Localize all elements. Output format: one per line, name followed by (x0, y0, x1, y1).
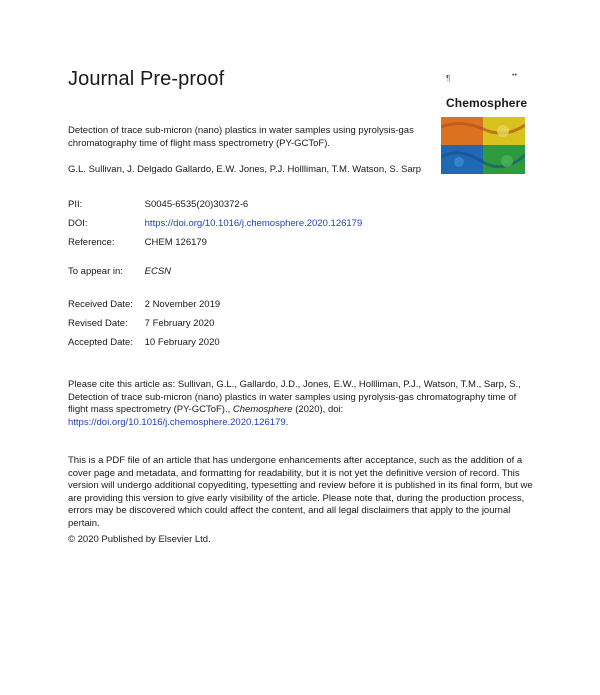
citation-journal: Chemosphere (232, 404, 293, 415)
citation-doi-link[interactable]: https://doi.org/10.1016/j.chemosphere.2020.126179 (68, 416, 286, 428)
revised-row (68, 318, 214, 329)
revised-label: Revised Date: (68, 318, 128, 329)
journal-name: Chemosphere (446, 96, 528, 110)
appear-row (68, 266, 171, 277)
doi-row (68, 218, 362, 229)
publisher-mark-left: ¶ (446, 74, 451, 83)
article-title: Detection of trace sub-micron (nano) plastics in water samples using pyrolysis-gas chromatography time of flight mass spectrometry (PY-GCToF). (68, 125, 414, 149)
received-row (68, 299, 220, 310)
preproof-notice: This is a PDF file of an article that has undergone enhancements after acceptance, such as the addition of a cover page and metadata, and formatting for readability, but it is not yet the definitive version of record. This version will undergo additional copyediting, typesetting and review before it is published in its final form, but we are providing this version to give early visibility of the article. Please note that, during the production process, errors may be discovered which could affect the content, and all legal disclaimers that apply to the journal pertain. (68, 455, 533, 529)
accepted-label: Accepted Date: (68, 337, 133, 348)
citation-paragraph (68, 379, 538, 429)
author-list: G.L. Sullivan, J. Delgado Gallardo, E.W. Jones, P.J. Hollliman, T.M. Watson, S. Sarp (68, 164, 422, 175)
reference-row (68, 237, 207, 248)
doi-label: DOI: (68, 218, 88, 229)
appear-value: ECSN (144, 266, 172, 277)
reference-value: CHEM 126179 (144, 237, 207, 248)
citation-end: . (285, 416, 289, 428)
received-value: 2 November 2019 (144, 299, 221, 310)
revised-value: 7 February 2020 (144, 318, 215, 329)
page-title: Journal Pre-proof (68, 68, 225, 90)
cover-art-icon (441, 117, 525, 174)
accepted-value: 10 February 2020 (144, 337, 220, 348)
pii-row (68, 199, 248, 210)
pii-value: S0045-6535(20)30372-6 (144, 199, 249, 210)
doi-link[interactable]: https://doi.org/10.1016/j.chemosphere.2020.126179 (144, 218, 363, 229)
reference-label: Reference: (68, 237, 115, 248)
citation-year: (2020), doi: (292, 404, 344, 415)
citation-text: Please cite this article as: Sullivan, G.L., Gallardo, J.D., Jones, E.W., Hollliman, P.J., Watson, T.M., Sarp, S., Detection of trace sub-micron (nano) plastics in water samples using pyrolysis-gas chromatography time of flight mass spectrometry (PY-GCToF)., (68, 379, 521, 415)
pii-label: PII: (68, 199, 83, 210)
received-label: Received Date: (68, 299, 133, 310)
journal-cover-image (441, 117, 525, 174)
accepted-row (68, 337, 220, 348)
publisher-mark-right: •• (512, 72, 517, 79)
appear-label: To appear in: (68, 266, 123, 277)
copyright-line: © 2020 Published by Elsevier Ltd. (68, 534, 211, 545)
